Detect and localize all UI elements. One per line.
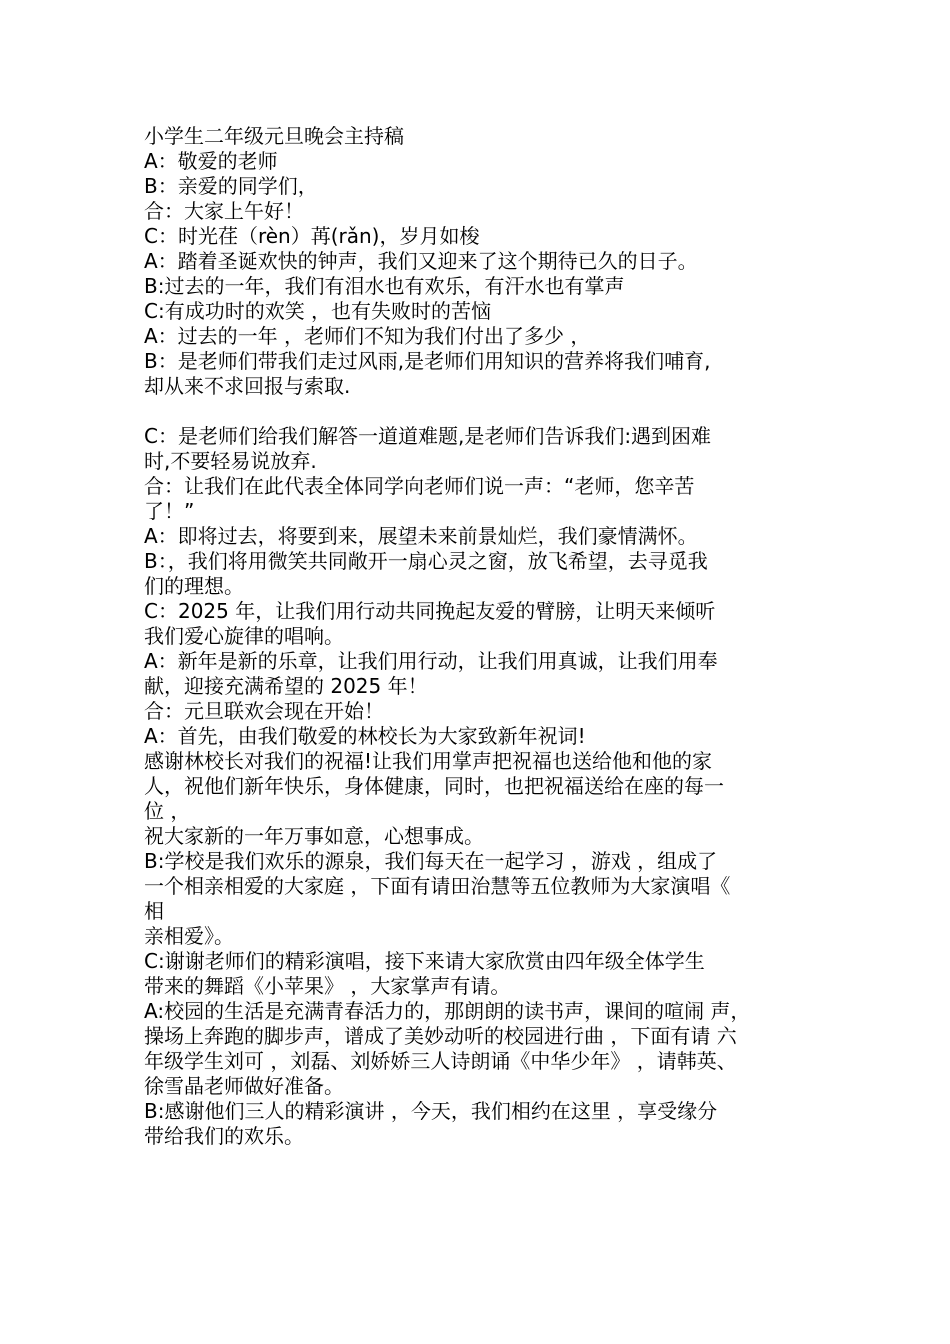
text-line: B：，我们将用微笑共同敞开一扇心灵之窗，放飞希望，去寻觅我 — [144, 549, 708, 573]
text-line: 徐雪晶老师做好准备。 — [144, 1074, 344, 1098]
text-line: B：是老师们带我们走过风雨,是老师们用知识的营养将我们哺育, — [144, 349, 711, 373]
document-body — [144, 124, 814, 1149]
text-line: C:谢谢老师们的精彩演唱，接下来请大家欣赏由四年级全体学生 — [144, 949, 705, 973]
text-line: 合：元旦联欢会现在开始！ — [144, 699, 384, 723]
text-line: 我们爱心旋律的唱响。 — [144, 624, 344, 648]
text-line: 相 — [144, 899, 164, 923]
text-line: 时,不要轻易说放弃. — [144, 449, 317, 473]
text-line: A：新年是新的乐章，让我们用行动，让我们用真诚，让我们用奉 — [144, 649, 718, 673]
text-line: 合：让我们在此代表全体同学向老师们说一声：“老师，您辛苦 — [144, 474, 695, 498]
text-line: A：踏着圣诞欢快的钟声，我们又迎来了这个期待已久的日子。 — [144, 249, 698, 273]
text-line: B：亲爱的同学们， — [144, 174, 318, 198]
text-line: C：是老师们给我们解答一道道难题,是老师们告诉我们:遇到困难 — [144, 424, 712, 448]
text-line: 操场上奔跑的脚步声，谱成了美妙动听的校园进行曲 ，下面有请 六 — [144, 1024, 737, 1048]
text-line: 却从来不求回报与索取. — [144, 374, 351, 398]
text-line: C：2025 年，让我们用行动共同挽起友爱的臂膀，让明天来倾听 — [144, 599, 716, 623]
document-title: 小学生二年级元旦晚会主持稿 — [144, 124, 404, 148]
text-line: A：首先，由我们敬爱的林校长为大家致新年祝词! — [144, 724, 586, 748]
text-line: 年级学生刘可 ，刘磊、刘娇娇三人诗朗诵《中华少年》 ，请韩英、 — [144, 1049, 737, 1073]
text-line: 感谢林校长对我们的祝福!让我们用掌声把祝福也送给他和他的家 — [144, 749, 713, 773]
text-line: 们的理想。 — [144, 574, 244, 598]
text-line: C:有成功时的欢笑 ，也有失败时的苦恼 — [144, 299, 492, 323]
blank-line — [144, 399, 814, 424]
text-line: A：过去的一年 ，老师们不知为我们付出了多少 ， — [144, 324, 591, 348]
text-line: 人，祝他们新年快乐，身体健康，同时，也把祝福送给在座的每一 — [144, 774, 724, 798]
text-line: 一个相亲相爱的大家庭 ，下面有请田治慧等五位教师为大家演唱《 — [144, 874, 731, 898]
text-line: 带来的舞蹈《小苹果》 ，大家掌声有请。 — [144, 974, 511, 998]
text-line: A：敬爱的老师 — [144, 149, 278, 173]
text-line: C：时光荏（rèn）苒(rǎn)，岁月如梭 — [144, 224, 480, 248]
text-line: 祝大家新的一年万事如意，心想事成。 — [144, 824, 484, 848]
text-line: A：即将过去，将要到来，展望未来前景灿烂，我们豪情满怀。 — [144, 524, 698, 548]
text-line: 亲相爱》。 — [144, 924, 234, 948]
text-line: B:过去的一年，我们有泪水也有欢乐，有汗水也有掌声 — [144, 274, 625, 298]
text-line: 合：大家上午好！ — [144, 199, 304, 223]
text-line: B:学校是我们欢乐的源泉，我们每天在一起学习 ，游戏 ，组成了 — [144, 849, 718, 873]
text-line: 位 ， — [144, 799, 191, 823]
text-line: B:感谢他们三人的精彩演讲 ，今天，我们相约在这里 ，享受缘分 — [144, 1099, 718, 1123]
text-line: A:校园的生活是充满青春活力的，那朗朗的读书声，课间的喧闹 声， — [144, 999, 751, 1023]
text-line: 带给我们的欢乐。 — [144, 1124, 304, 1148]
text-line: 献，迎接充满希望的 2025 年！ — [144, 674, 428, 698]
text-line: 了！” — [144, 499, 195, 523]
